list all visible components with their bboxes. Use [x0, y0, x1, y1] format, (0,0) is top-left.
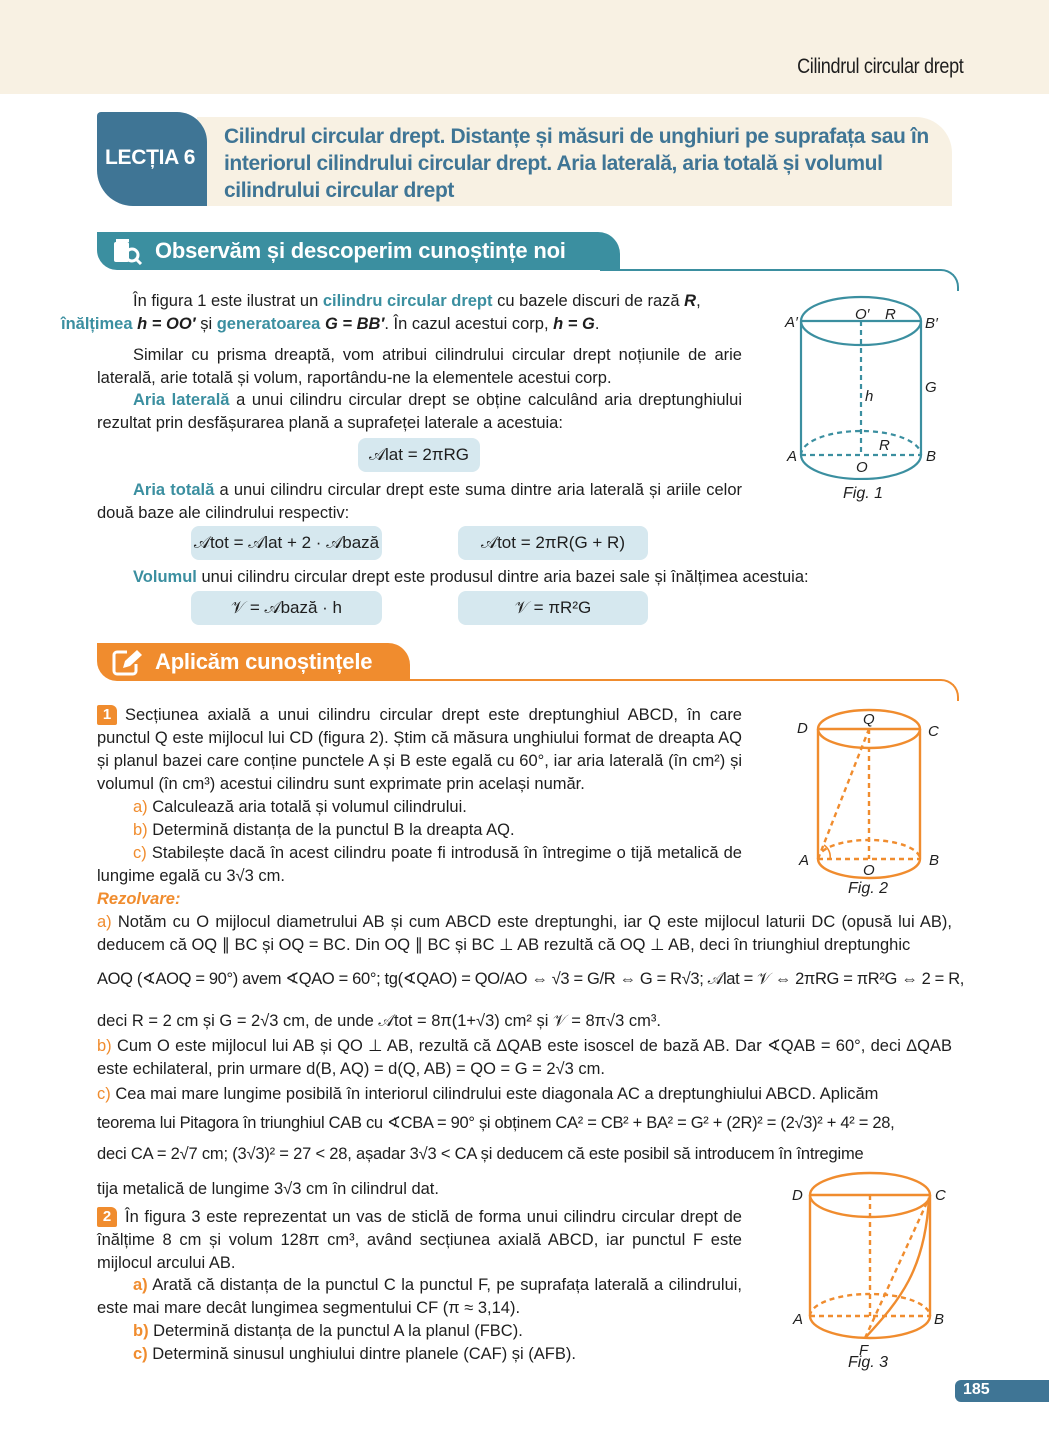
- page-number-tab: [955, 1380, 1049, 1402]
- fig1-label-a: A: [787, 448, 798, 465]
- formula-total-area-1: 𝒜tot = 𝒜lat + 2 · 𝒜bază: [191, 526, 382, 560]
- page-number: 185: [963, 1381, 990, 1398]
- fig1-label-a-prime: A′: [785, 314, 798, 331]
- fig2-segment-aq: [818, 729, 869, 859]
- solution-c-line-3: deci CA = 2√7 cm; (3√3)² = 27 < 28, așadar 3√3 < CA și deducem că este posibil să introducem în întregime: [97, 1145, 864, 1163]
- fig3-label-f: F: [859, 1342, 869, 1359]
- fig3-label-a: A: [793, 1311, 804, 1328]
- fig2-angle-arc: [824, 845, 830, 859]
- section-heading-apply-label: Aplicăm cunoștințele: [155, 649, 373, 674]
- fig1-label-r-top: R: [885, 306, 896, 323]
- figure-3-cylinder: [785, 1170, 955, 1370]
- problem-2-part-b: b) Determină distanța de la punctul A la planul (FBC).: [133, 1322, 523, 1340]
- fig1-label-o-prime: O′: [855, 306, 870, 323]
- fig3-label-c: C: [935, 1187, 946, 1204]
- solution-a-line-2: AOQ (∢AOQ = 90°) avem ∢QAO = 60°; tg(∢QAO) = QO/AO ⇔ √3 = G/R ⇔ G = R√3; 𝒜lat = 𝒱 ⇔ 2πRG = πR²G ⇔ 2 = R,: [97, 970, 964, 988]
- section-rule-apply-cap: [935, 679, 959, 701]
- fig2-label-c: C: [928, 723, 939, 740]
- observe-paragraph-1: În figura 1 este ilustrat un cilindru circular drept cu bazele discuri de rază R, înălțimea h = OO′ și generatoarea G = BB′. În cazul acestui corp, h = G.: [61, 292, 701, 333]
- problem-2-part-c: c) Determină sinusul unghiului dintre planele (CAF) și (AFB).: [133, 1345, 576, 1363]
- lesson-tab-label: LECȚIA 6: [105, 146, 196, 169]
- fig1-label-g: G: [925, 379, 937, 396]
- header-band: [0, 0, 1049, 94]
- section-rule-apply: [395, 679, 940, 681]
- fig2-label-b: B: [929, 852, 940, 869]
- pen-edit-icon: [111, 648, 145, 676]
- solution-label: Rezolvare:: [97, 890, 181, 908]
- solution-a-line-3: deci R = 2 cm și G = 2√3 cm, de unde 𝒜tot = 8π(1+√3) cm² și 𝒱 = 8π√3 cm³.: [97, 1012, 661, 1030]
- formula-lateral-area: 𝒜lat = 2πRG: [358, 438, 480, 472]
- observe-paragraph-5: Volumul unui cilindru circular drept este produsul dintre aria bazei sale și înălțimea acestuia:: [133, 568, 809, 586]
- lesson-tab: [97, 112, 207, 206]
- book-magnifier-icon: [111, 237, 145, 265]
- fig2-label-q: Q: [863, 711, 875, 728]
- lesson-title: Cilindrul circular drept. Distanțe și măsuri de unghiuri pe suprafața sau în interiorul cilindrului circular drept. Aria laterală, aria totală și volumul cilindrului circular drept: [224, 125, 929, 202]
- problem-2-statement: 2 În figura 3 este reprezentat un vas de sticlă de forma unui cilindru circular drept de înălțime 8 cm și volum 128π cm³, având secțiunea axială ABCD, iar punctul F este mijlocul arcului AB.: [97, 1208, 742, 1272]
- fig1-label-o: O: [856, 459, 868, 476]
- formula-total-area-2: 𝒜tot = 2πR(G + R): [458, 526, 648, 560]
- figure-2-cylinder: [790, 705, 960, 880]
- solution-a-line-1: a) Notăm cu O mijlocul diametrului AB și cum ABCD este dreptunghi, iar Q este mijlocul laturii DC (opusă lui AB), deducem că OQ ∥ BC și OQ = BC. Din OQ ∥ BC și BC ⊥ AB rezultă că OQ ⊥ AB, deci în triunghiul dreptunghic: [97, 913, 952, 954]
- figure-2-caption: Fig. 2: [848, 880, 889, 897]
- section-heading-observe: [97, 232, 620, 270]
- fig2-label-d: D: [797, 720, 808, 737]
- problem-1-statement: 1 Secțiunea axială a unui cilindru circular drept este dreptunghiul ABCD, în care punctul Q este mijlocul lui CD (figura 2). Știm că măsura unghiului format de dreapta AQ și planul bazei care conține punctele A și B este egală cu 60°, iar aria laterală (în cm²) și volumul (în cm³) acestui cilindru sunt exprimate prin același număr.: [97, 706, 742, 793]
- problem-2-part-a: a) Arată că distanța de la punctul C la punctul F, pe suprafața laterală a cilindrului, este mai mare decât lungimea segmentului CF (π ≈ 3,14).: [97, 1276, 742, 1317]
- section-heading-observe-label: Observăm și descoperim cunoștințe noi: [155, 238, 566, 263]
- formula-volume-2: 𝒱 = πR²G: [458, 591, 648, 625]
- section-heading-apply: [97, 643, 410, 681]
- fig3-label-d: D: [792, 1187, 803, 1204]
- fig1-label-r: R: [879, 437, 890, 454]
- solution-b: b) Cum O este mijlocul lui AB și QO ⊥ AB, rezultă că ΔQAB este isoscel de bază AB. Dar ∢QAB = 60°, deci ΔQAB este echilateral, prin urmare d(B, AQ) = d(Q, AB) = QO = G = 2√3 cm.: [97, 1037, 952, 1078]
- figure-3-caption: Fig. 3: [848, 1354, 889, 1371]
- fig1-label-b-prime: B′: [925, 315, 938, 332]
- problem-1-part-a: a) Calculează aria totală și volumul cilindrului.: [133, 798, 467, 816]
- section-rule-observe: [600, 269, 940, 271]
- solution-c-line-1: c) Cea mai mare lungime posibilă în interiorul cilindrului este diagonala AC a dreptunghiului ABCD. Aplicăm: [97, 1085, 879, 1103]
- problem-2-number: 2: [97, 1207, 117, 1227]
- running-title: Cilindrul circular drept: [796, 55, 963, 78]
- fig1-label-h: h: [865, 388, 874, 405]
- figure-1-caption: Fig. 1: [843, 485, 884, 502]
- section-rule-observe-cap: [935, 269, 959, 291]
- formula-volume-1: 𝒱 = 𝒜bază · h: [191, 591, 382, 625]
- problem-1-part-b: b) Determină distanța de la punctul B la dreapta AQ.: [133, 821, 515, 839]
- lesson-banner: [97, 112, 952, 206]
- solution-c-line-2: teorema lui Pitagora în triunghiul CAB cu ∢CBA = 90° și obținem CA² = CB² + BA² = G² + (2R)² = (2√3)² + 4² = 28,: [97, 1114, 895, 1132]
- observe-paragraph-4: Aria totală a unui cilindru circular drept este suma dintre aria laterală și ariile celor două baze ale cilindrului respectiv:: [97, 481, 743, 522]
- solution-c-line-4: tija metalică de lungime 3√3 cm în cilindrul dat.: [97, 1180, 439, 1198]
- fig2-label-o: O: [863, 862, 875, 879]
- fig1-label-b: B: [926, 448, 937, 465]
- figure-1-cylinder: [775, 295, 965, 480]
- observe-paragraph-3: Aria laterală a unui cilindru circular drept se obține calculând aria dreptunghiului rezultat prin desfășurarea plană a suprafeței laterale a acestuia:: [97, 391, 742, 432]
- problem-1-number: 1: [97, 705, 117, 725]
- fig3-label-b: B: [934, 1311, 945, 1328]
- fig2-label-a: A: [799, 852, 810, 869]
- problem-1-part-c: c) Stabilește dacă în acest cilindru poate fi introdusă în întregime o tijă metalică de lungime egală cu 3√3 cm.: [97, 844, 742, 885]
- observe-paragraph-2: Similar cu prisma dreaptă, vom atribui cilindrului circular drept noțiunile de arie laterală, arie totală și volum, raportându-ne la elementele acestui corp.: [97, 346, 742, 387]
